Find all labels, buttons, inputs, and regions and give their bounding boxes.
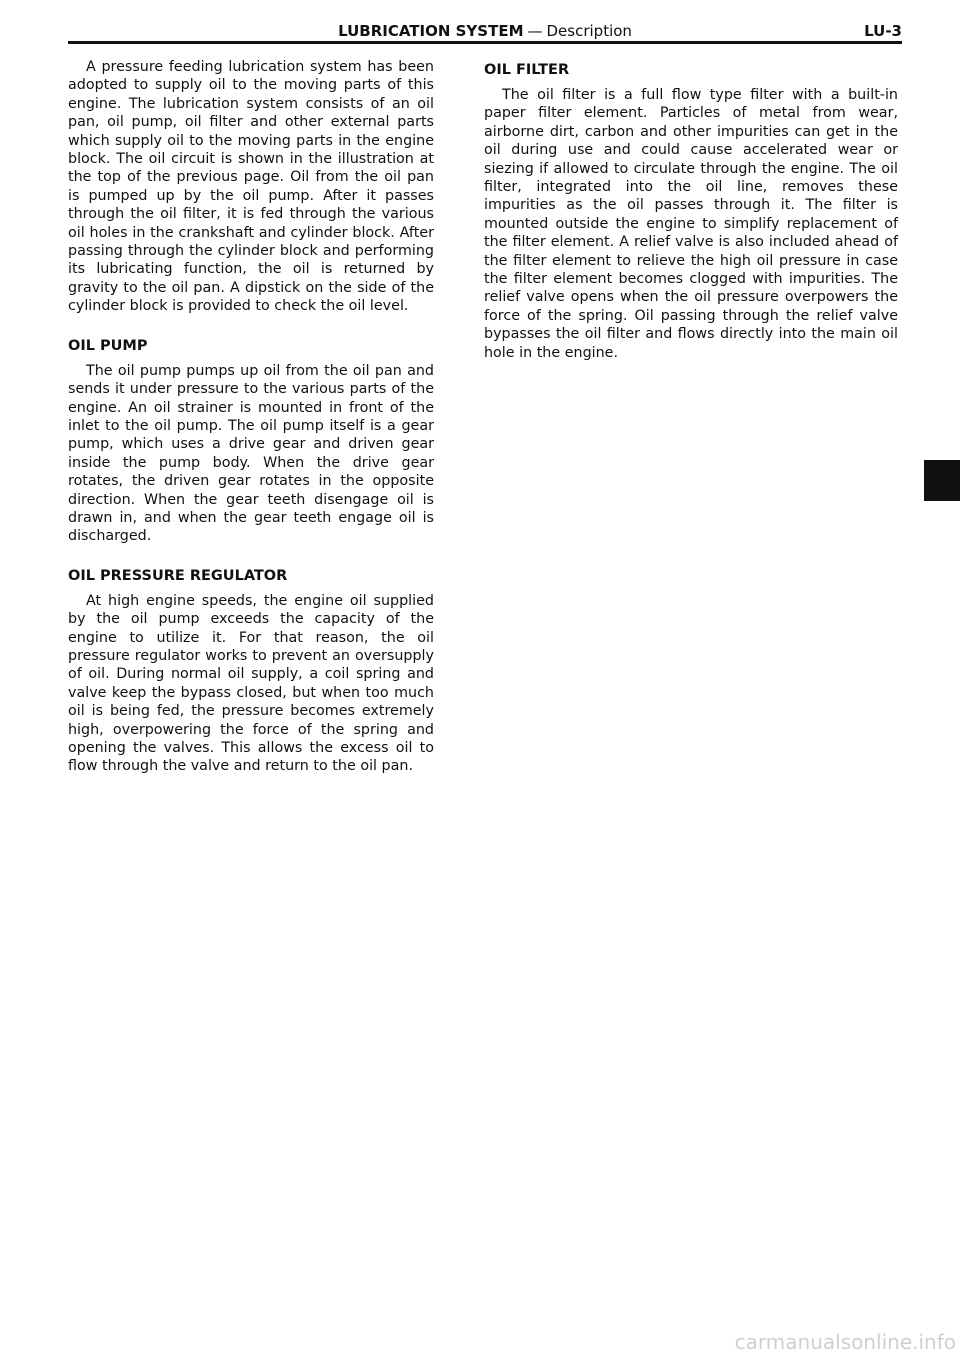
header-separator: — xyxy=(527,22,543,40)
oil-pump-paragraph: The oil pump pumps up oil from the oil pan and sends it under pressure to the various parts of the engine. An oil strainer is mounted in front of the inlet to the oil pump. The oil pump itself is a gear pump, which uses a drive gear and driven gear inside the pump body. When the drive gear rotates, the driven gear rotates in the opposite direction. When the gear teeth disengage oil is drawn in, and when the gear teeth engage oil is discharged. xyxy=(68,362,434,545)
subsection-name: Description xyxy=(546,22,632,40)
oil-pressure-regulator-heading: OIL PRESSURE REGULATOR xyxy=(68,567,288,584)
header-rule xyxy=(68,41,902,44)
oil-pressure-regulator-paragraph: At high engine speeds, the engine oil supplied by the oil pump exceeds the capacity of the engine to utilize it. For that reason, the oil pressure regulator works to prevent an oversupply of oil. During normal oil supply, a coil spring and valve keep the bypass closed, but when too much oil is being fed, the pressure becomes extremely high, overpowering the force of the spring and opening the valves. This allows the excess oil to flow through the valve and return to the oil pan. xyxy=(68,592,434,775)
oil-filter-heading: OIL FILTER xyxy=(484,62,570,78)
left-column xyxy=(68,58,434,776)
oil-filter-paragraph: The oil filter is a full flow type filter with a built-in paper filter element. Particles of metal from wear, airborne dirt, carbon and other impurities can get in the oil during use and could cause accelerated wear or siezing if allowed to circulate through the engine. The oil filter, integrated into the oil line, removes these impurities as the oil passes through it. The filter is mounted outside the engine to simplify replacement of the filter element. A relief valve is also included ahead of the filter element to relieve the high oil pressure in case the filter element becomes clogged with impurities. The relief valve opens when the oil pressure overpowers the force of the spring. Oil passing through the relief valve bypasses the oil filter and flows directly into the main oil hole in the engine. xyxy=(484,87,898,361)
watermark: carmanualsonline.info xyxy=(734,1330,956,1354)
section-thumb-tab xyxy=(924,460,960,501)
right-column xyxy=(484,58,898,362)
section-name: LUBRICATION SYSTEM xyxy=(338,22,524,40)
page-number: LU-3 xyxy=(864,22,902,40)
intro-paragraph: A pressure feeding lubrication system has been adopted to supply oil to the moving parts of this engine. The lubrication system consists of an oil pan, oil pump, oil filter and other external parts which supply oil to the moving parts in the engine block. The oil circuit is shown in the illustration at the top of the previous page. Oil from the oil pan is pumped up by the oil pump. After it passes through the oil filter, it is fed through the various oil holes in the crankshaft and cylinder block. After passing through the cylinder block and performing its lubricating function, the oil is returned by gravity to the oil pan. A dipstick on the side of the cylinder block is provided to check the oil level. xyxy=(68,59,434,315)
oil-pump-heading: OIL PUMP xyxy=(68,337,148,354)
